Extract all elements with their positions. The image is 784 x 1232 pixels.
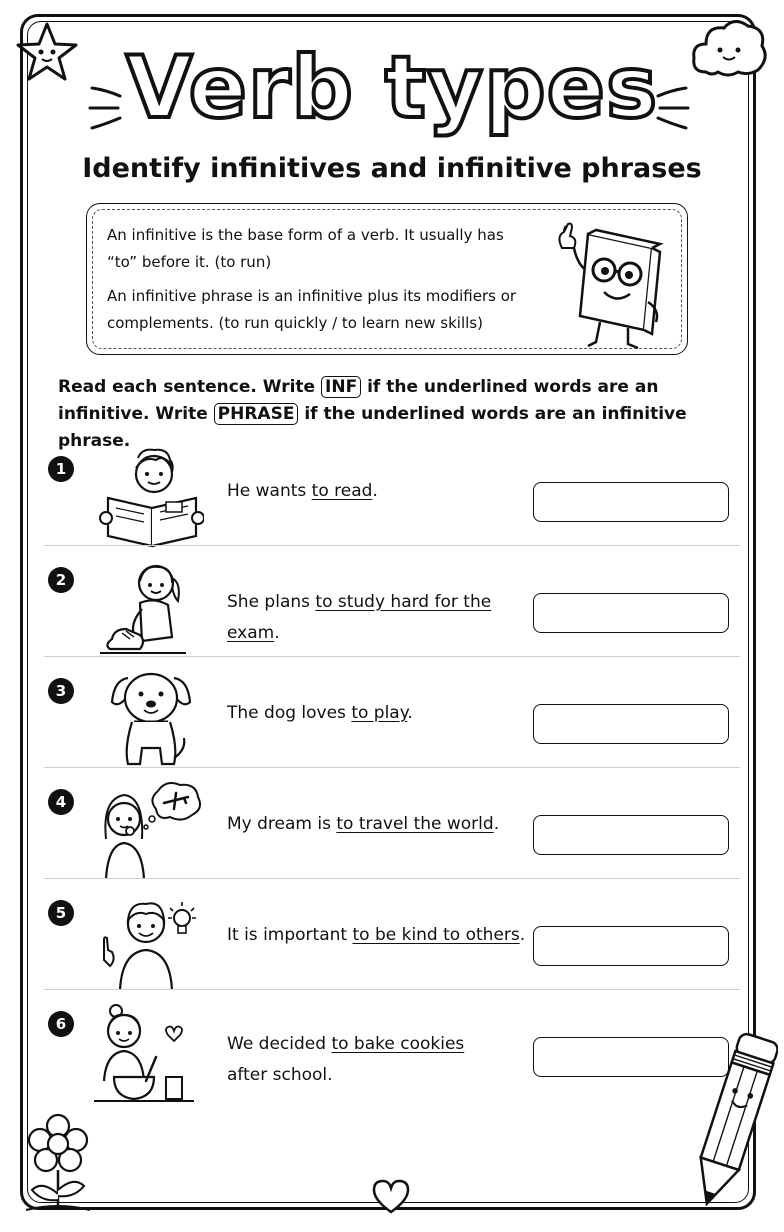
heart-icon (370, 1178, 412, 1216)
row-divider (44, 767, 740, 768)
question-4 (44, 779, 740, 889)
question-number: 5 (48, 900, 74, 926)
puppy-icon (94, 668, 204, 774)
page-subtitle: Identify infinitives and infinitive phrases (82, 153, 702, 184)
boy-idea-lightbulb-icon (94, 890, 204, 996)
underlined-words: to be kind to others (352, 925, 520, 945)
question-5 (44, 890, 740, 1000)
instructions: Read each sentence. Write INF if the underlined words are an infinitive. Write PHRASE if the underlined words are an infinitive phrase. (58, 377, 687, 451)
book-mascot-icon (552, 218, 672, 352)
sentence: My dream is to travel the world. (227, 814, 500, 834)
question-number: 3 (48, 678, 74, 704)
question-1 (44, 446, 740, 556)
keyword-phrase: PHRASE (214, 403, 299, 425)
sentence: We decided to bake cookies after school. (227, 1034, 465, 1085)
answer-box-4[interactable] (533, 815, 729, 855)
definition-infinitive-phrase: An infinitive phrase is an infinitive plus its modifiers or complements. (to run quickly / to learn new skills) (107, 287, 517, 332)
underlined-words: to play (351, 703, 408, 723)
row-divider (44, 989, 740, 990)
girl-dreaming-airplane-icon (94, 779, 204, 885)
sentence: The dog loves to play. (227, 703, 413, 723)
sentence: He wants to read. (227, 481, 378, 501)
answer-box-2[interactable] (533, 593, 729, 633)
answer-box-5[interactable] (533, 926, 729, 966)
question-2 (44, 557, 740, 667)
underlined-words: to bake cookies (331, 1034, 465, 1054)
row-divider (44, 656, 740, 657)
answer-box-1[interactable] (533, 482, 729, 522)
girl-baking-icon (94, 1001, 204, 1107)
question-number: 4 (48, 789, 74, 815)
pencil-mascot-icon (690, 1022, 778, 1218)
flower-icon (18, 1110, 98, 1214)
question-6 (44, 1001, 740, 1111)
question-number: 1 (48, 456, 74, 482)
girl-tying-shoe-icon (94, 557, 204, 663)
question-number: 2 (48, 567, 74, 593)
boy-reading-book-icon (94, 446, 204, 552)
keyword-inf: INF (321, 376, 361, 398)
sentence: It is important to be kind to others. (227, 925, 526, 945)
underlined-words: to read (311, 481, 373, 501)
underlined-words: to study hard for the exam (227, 592, 492, 643)
sentence: She plans to study hard for the exam. (227, 592, 492, 643)
answer-box-3[interactable] (533, 704, 729, 744)
page-title: Verb types (125, 38, 659, 138)
row-divider (44, 878, 740, 879)
row-divider (44, 545, 740, 546)
underlined-words: to travel the world (336, 814, 494, 834)
definition-infinitive: An infinitive is the base form of a verb. It usually has “to” before it. (to run) (107, 226, 504, 271)
question-3 (44, 668, 740, 778)
question-number: 6 (48, 1011, 74, 1037)
